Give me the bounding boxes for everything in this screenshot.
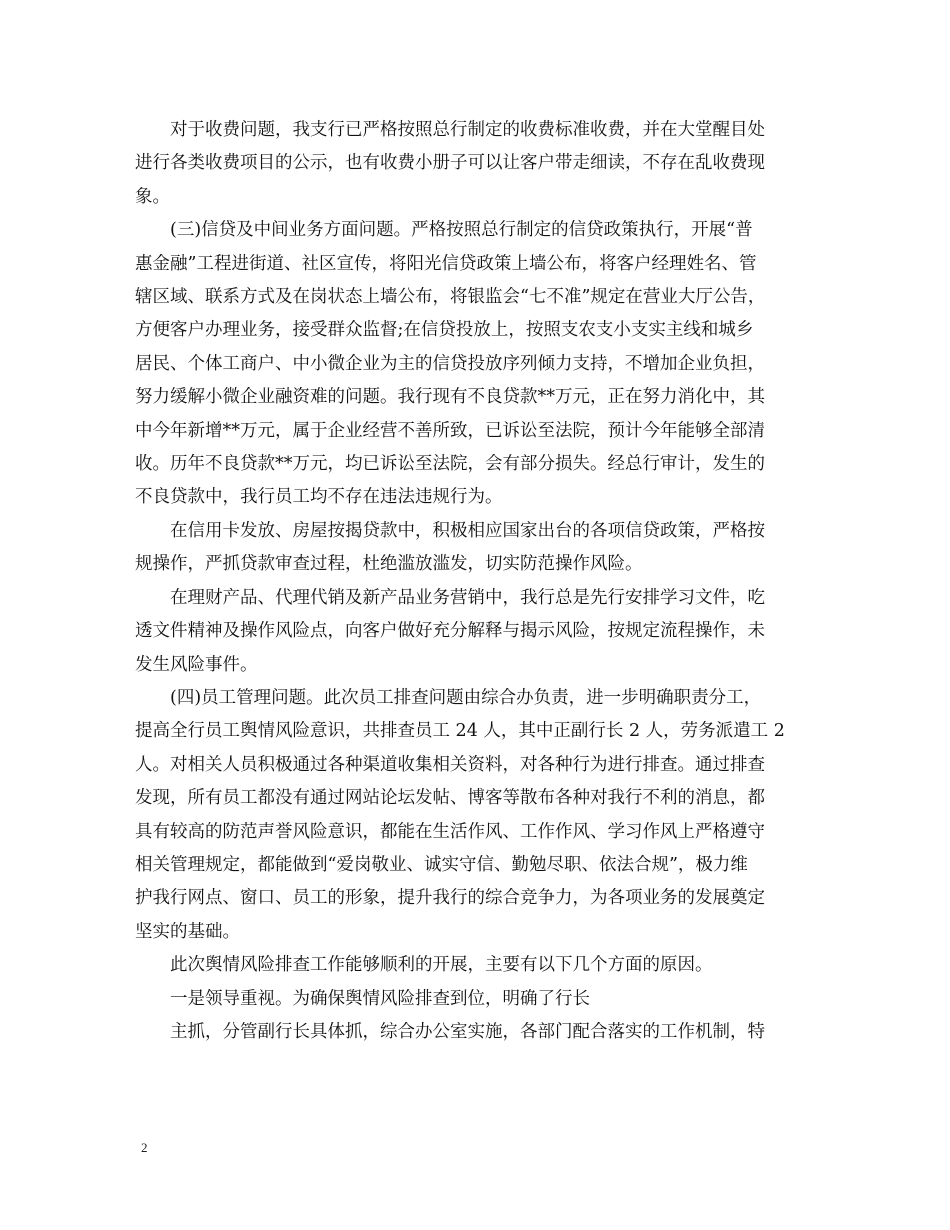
paragraph-reasons-intro: 此次舆情风险排查工作能够顺利的开展，主要有以下几个方面的原因。 — [135, 955, 713, 976]
paragraph-mechanism: 主抓，分管副行长具体抓，综合办公室实施，各部门配合落实的工作机制，特 — [135, 1021, 765, 1042]
paragraph-fee-issue: 对于收费问题，我支行已严格按照总行制定的收费标准收费，并在大堂醒目处 进行各类收费项目的公示，也有收费小册子可以让客户带走细读，不存在乱收费现 象。 — [135, 120, 765, 207]
paragraph-wealth-products: 在理财产品、代理代销及新产品业务营销中，我行总是先行安排学习文件，吃 透文件精神及操作风险点，向客户做好充分解释与揭示风险，按规定流程操作，未 发生风险事件。 — [135, 587, 765, 675]
page-number: 2 — [141, 1140, 148, 1155]
paragraph-leadership: 一是领导重视。为确保舆情风险排查到位，明确了行长 — [135, 988, 590, 1009]
document-body — [135, 114, 835, 1049]
paragraph-credit-card: 在信用卡发放、房屋按揭贷款中，积极相应国家出台的各项信贷政策，严格按 规操作，严抓贷款审查过程，杜绝滥放滥发，切实防范操作风险。 — [135, 520, 765, 575]
paragraph-staff-management: (四)员工管理问题。此次员工排查问题由综合办负责，进一步明确职责分工， 提高全行员工舆情风险意识，共排查员工 24 人，其中正副行长 2 人，劳务派遣工 2 人。对相关人员积极通过各种渠道收集相关资料，对各种行为进行排查。通过排查 发现，所有员工都没有通过网站论坛发帖、博客等散布各种对我行不利的消息，都 具有较高的防范声誉风险意识，都能在生活作风、工作作风、学习作风上严格遵守 相关管理规定，都能做到“爱岗敬业、诚实守信、勤勉尽职、依法合规”，极力维 护我行网点、窗口、员工的形象，提升我行的综合竞争力，为各项业务的发展奠定 坚实的基础。 — [135, 687, 785, 942]
paragraph-credit-business: (三)信贷及中间业务方面问题。严格按照总行制定的信贷政策执行，开展“普 惠金融”工程进街道、社区宣传，将阳光信贷政策上墙公布，将客户经理姓名、管 辖区域、联系方式及在岗状态上墙公布，将银监会“七不准”规定在营业大厅公告， 方便客户办理业务，接受群众监督;在信贷投放上，按照支农支小支实主线和城乡 居民、个体工商户、中小微企业为主的信贷投放序列倾力支持，不增加企业负担， 努力缓解小微企业融资难的问题。我行现有不良贷款**万元，正在努力消化中，其 中今年新增**万元，属于企业经营不善所致，已诉讼至法院，预计今年能够全部清 收。历年不良贷款**万元，均已诉讼至法院，会有部分损失。经总行审计，发生的 不良贷款中，我行员工均不存在违法违规行为。 — [135, 220, 766, 508]
